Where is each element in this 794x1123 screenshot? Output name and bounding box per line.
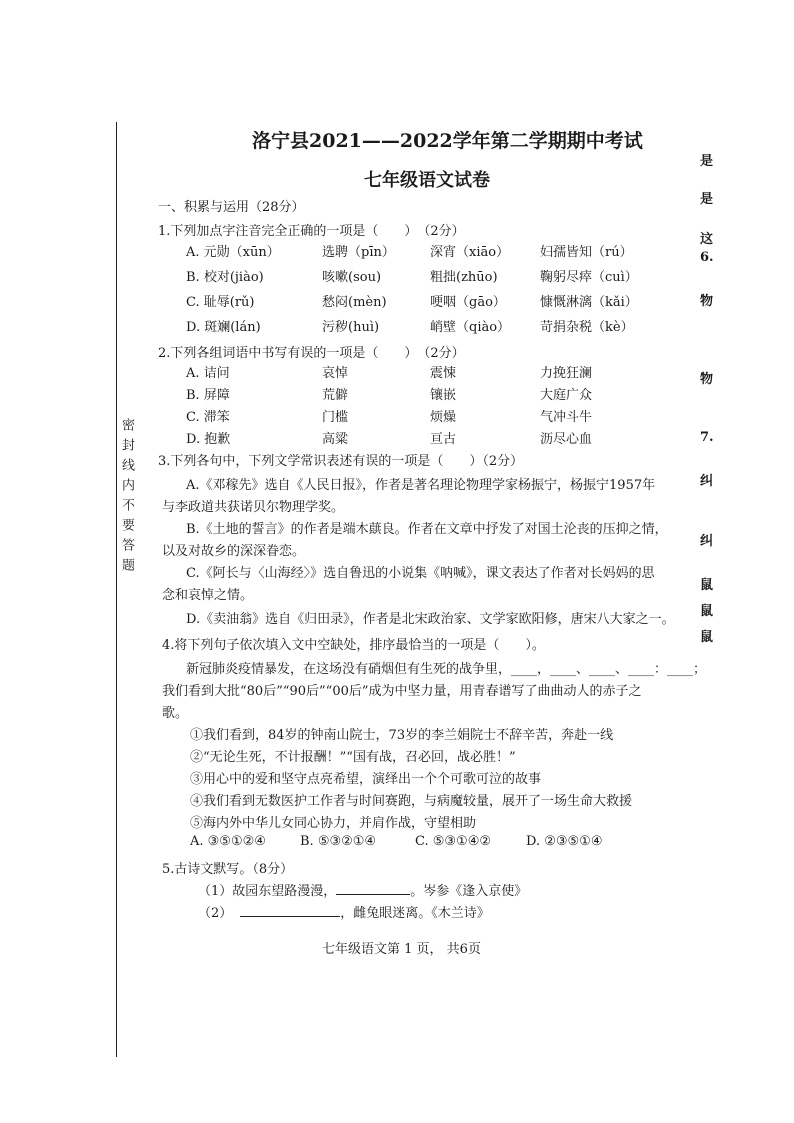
cropped-edge-char: 鼠 <box>700 630 714 645</box>
q4-item: ③用心中的爱和坚守点亮希望，演绎出一个个可歌可泣的故事 <box>190 772 542 787</box>
q1-cell: D. 斑斓(lán) <box>186 320 261 335</box>
q5-line-1-prefix: （1）故园东望路漫漫， <box>198 884 337 899</box>
q2-cell: 力挽狂澜 <box>540 366 593 381</box>
q2-cell: C. 滞笨 <box>186 410 230 425</box>
q4-paragraph <box>186 658 706 677</box>
q5-line-2-source: ，雌兔眼迷离。《木兰诗》 <box>340 906 490 921</box>
q4-option: A. ③⑤①②④ <box>190 834 266 849</box>
q1-cell: B. 校对(jiào) <box>186 270 264 285</box>
section-title: 一、积累与运用（28分） <box>158 200 305 215</box>
q3-option-a-cont: 与李政道共获诺贝尔物理学奖。 <box>162 500 345 515</box>
q1-cell: 慷慨淋漓（kǎi） <box>540 295 638 310</box>
q4-item: ②“无论生死，不计报酬！”“国有战，召必回，战必胜！” <box>190 750 516 765</box>
q2-cell: 亘古 <box>430 432 457 447</box>
q2-cell: 哀悼 <box>322 366 349 381</box>
question-3-stem: 3.下列各句中，下列文学常识表述有误的一项是（ ）（2分） <box>158 454 524 469</box>
cropped-edge-char: 鼠 <box>700 604 714 619</box>
q5-line-1 <box>198 880 527 899</box>
cropped-edge-char: 是 <box>700 192 714 207</box>
q1-cell: 峭壁（qiào） <box>430 320 511 335</box>
answer-blank[interactable] <box>336 894 410 895</box>
cropped-edge-char: 是 <box>700 154 714 169</box>
q3-option-b-cont: 以及对故乡的深深眷恋。 <box>162 544 306 559</box>
q1-cell: 深宵（xiāo） <box>430 245 510 260</box>
q2-cell: 气冲斗牛 <box>540 410 593 425</box>
q4-paragraph-text: 新冠肺炎疫情暴发，在这场没有硝烟但有生死的战争里， <box>186 662 512 677</box>
cropped-edge-char: 纠 <box>700 534 714 549</box>
question-1-stem: 1.下列加点字注音完全正确的一项是（ ） （2分） <box>158 224 465 239</box>
q2-cell: 门槛 <box>322 410 349 425</box>
q3-option-c-cont: 念和哀悼之情。 <box>162 588 254 603</box>
q1-cell: C. 耻辱(rǔ) <box>186 295 255 310</box>
q2-cell: 沥尽心血 <box>540 432 593 447</box>
q4-item: ④我们看到无数医护工作者与时间赛跑，与病魔较量，展开了一场生命大救援 <box>190 794 633 809</box>
q2-cell: 荒僻 <box>322 388 349 403</box>
cropped-edge-char: 纠 <box>700 474 714 489</box>
binding-line-text: 密封线内不要答题 <box>119 418 134 578</box>
cropped-edge-char: 物 <box>700 294 714 309</box>
answer-blank[interactable] <box>240 916 340 917</box>
q3-option-a: A.《邓稼先》选自《人民日报》，作者是著名理论物理学家杨振宁，杨振宁1957年 <box>186 478 656 493</box>
q4-item: ⑤海内外中华儿女同心协力，并肩作战，守望相助 <box>190 816 477 831</box>
question-4-stem: 4.将下列句子依次填入文中空缺处，排序最恰当的一项是（ ）。 <box>162 638 545 653</box>
q2-cell: 高粱 <box>322 432 349 447</box>
q4-option: B. ⑤③②①④ <box>300 834 377 849</box>
question-2-stem: 2.下列各组词语中书写有误的一项是（ ） （2分） <box>158 346 465 361</box>
q1-cell: 哽咽（gāo） <box>430 295 506 310</box>
q1-cell: 愁闷(mèn) <box>322 295 387 310</box>
binding-line <box>116 122 117 1057</box>
q5-line-1-source: 。岑参《逢入京使》 <box>410 884 528 899</box>
q1-cell: 选聘（pīn） <box>322 245 395 260</box>
q5-line-2-prefix: （2） <box>198 906 233 921</box>
cropped-edge-char: 7. <box>700 430 714 445</box>
q1-cell: A. 元勋（xūn） <box>186 245 280 260</box>
exam-subtitle: 七年级语文试卷 <box>364 170 490 191</box>
q2-cell: 烦燥 <box>430 410 457 425</box>
question-5-stem: 5.古诗文默写。（8分） <box>162 862 294 877</box>
q1-cell: 咳嗽(sou) <box>322 270 382 285</box>
q4-option: C. ⑤③①④② <box>415 834 492 849</box>
q2-cell: B. 屏障 <box>186 388 230 403</box>
cropped-edge-char: 物 <box>700 372 714 387</box>
q4-option: D. ②③⑤①④ <box>526 834 603 849</box>
q3-option-c: C.《阿长与〈山海经〉》选自鲁迅的小说集《呐喊》，课文表达了作者对长妈妈的思 <box>186 566 655 581</box>
q1-cell: 妇孺皆知（rú） <box>540 245 633 260</box>
q4-paragraph-cont: 我们看到大批“80后”“90后”“00后”成为中坚力量，用青春谱写了曲曲动人的赤子之 <box>162 684 642 699</box>
q1-cell: 苛捐杂税（kè） <box>540 320 634 335</box>
exam-title: 洛宁县2021——2022学年第二学期期中考试 <box>252 130 643 152</box>
q2-cell: 镶嵌 <box>430 388 457 403</box>
q1-cell: 鞠躬尽瘁（cuì） <box>540 270 638 285</box>
q1-cell: 粗拙(zhūo) <box>430 270 498 285</box>
fill-blanks: ____，____、____、____：____； <box>511 662 707 677</box>
cropped-edge-char: 6. <box>700 250 714 265</box>
q3-option-d: D.《卖油翁》选自《归田录》，作者是北宋政治家、文学家欧阳修，唐宋八大家之一。 <box>186 612 675 627</box>
q2-cell: A. 诘问 <box>186 366 230 381</box>
q4-paragraph-end: 歌。 <box>162 706 189 721</box>
q2-cell: 震悚 <box>430 366 457 381</box>
q5-line-2 <box>198 902 490 921</box>
page-footer: 七年级语文第 1 页， 共6页 <box>322 942 481 957</box>
cropped-edge-char: 这 <box>700 232 714 247</box>
cropped-edge-char: 鼠 <box>700 578 714 593</box>
q3-option-b: B.《土地的誓言》的作者是端木蕻良。作者在文章中抒发了对国土沦丧的压抑之情， <box>186 522 668 537</box>
q2-cell: 大庭广众 <box>540 388 593 403</box>
q2-cell: D. 抱歉 <box>186 432 231 447</box>
q1-cell: 污秽(huì) <box>322 320 380 335</box>
q4-item: ①我们看到，84岁的钟南山院士，73岁的李兰娟院士不辞辛苦，奔赴一线 <box>190 728 614 743</box>
